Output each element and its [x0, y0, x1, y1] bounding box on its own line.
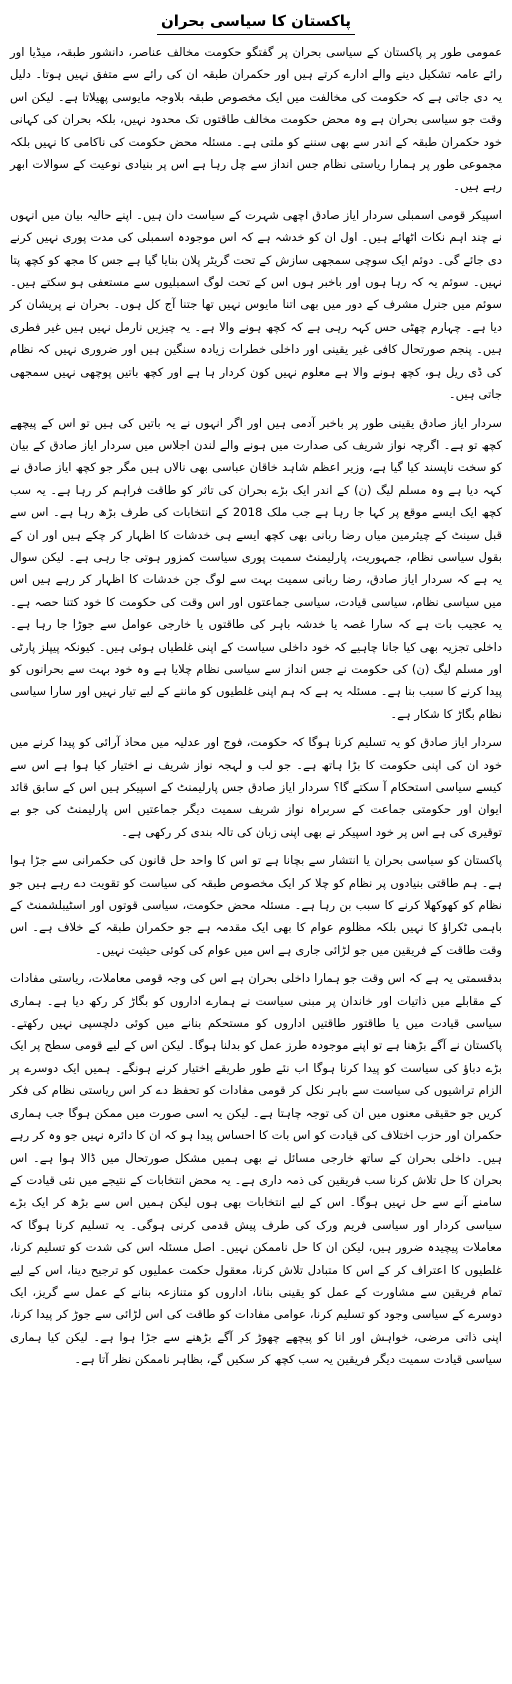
article-paragraph: اسپیکر قومی اسمبلی سردار ایاز صادق اچھی شہرت کے سیاست دان ہیں۔ اپنے حالیہ بیان میں انہوں نے چند اہم نکات اٹھائے ہیں۔ اول ان کو خدشہ ہے کہ اس موجودہ اسمبلی کی مدت پوری نہیں کرنے دی جائے گی۔ دوئم ایک سوچی سمجھی سازش کے تحت گریٹر پلان بنایا گیا ہے جس کا مجھ کو کچھ پتا نہیں۔ سوئم یہ کہ رہا ہوں اور باخبر ہوں اس کے تحت لوگ اسمبلیوں سے مستعفی ہو سکتے ہیں۔ سوئم میں جنرل مشرف کے دور میں بھی اتنا مایوس نہیں تھا جتنا آج کل ہوں۔ بحران نے پریشان کر دیا ہے۔ چہارم چھٹی حس کہہ رہی ہے کہ کچھ ہونے والا ہے۔ یہ چیزیں نارمل نہیں ہیں غیر فطری ہیں۔ پنجم صورتحال کافی غیر یقینی اور داخلی خطرات زیادہ سنگین ہیں اور ضروری نہیں کہ نظام کی ڈی ریل ہو، کچھ ہونے والا ہے معلوم نہیں کون کردار ہا ہے اور کچھ باتیں پوچھی نہیں سمجھی جاتی ہیں۔: [10, 207, 502, 402]
article-paragraph: سردار ایاز صادق یقینی طور پر باخبر آدمی ہیں اور اگر انہوں نے یہ باتیں کی ہیں تو اس کے پیچھے کچھ تو ہے۔ اگرچہ نواز شریف کی صدارت میں ہونے والے لندن اجلاس میں سردار ایاز صادق کے بیان کو سخت ناپسند کیا گیا ہے، وزیر اعظم شاہد خاقان عباسی بھی نالاں ہیں مگر جو کچھ ایاز صادق نے کہہ دیا ہے وہ مسلم لیگ (ن) کے اندر ایک بڑے بحران کی تاثر کو طاقت فراہم کر رہا ہے۔ یہ سب کچھ ایک ایسے موقع پر کہا جا رہا ہے جب ملک 2018 کے انتخابات کی طرف بڑھ رہا ہے۔ اس سے قبل سینٹ کے چیئرمین میاں رضا ربانی بھی کچھ ایسے ہی خدشات کا اظہار کر چکے ہیں اور ان کے بقول سیاسی نظام، جمہوریت، پارلیمنٹ سمیت پوری سیاست کمزور ہوتی جا رہی ہے۔ لیکن سوال یہ ہے کہ سردار ایاز صادق، رضا ربانی سمیت بہت سے لوگ جن خدشات کا اظہار کر رہے ہیں اس میں سیاسی نظام، سیاسی قیادت، سیاسی جماعتوں اور اس وقت کی حکومت کا خود کتنا حصہ ہے۔ یہ عجیب بات ہے کہ سارا غصہ یا خدشہ باہر کی طاقتوں یا خارجی عوامل سے جوڑا جا رہا ہے۔ داخلی تجزیہ بھی کیا جانا چاہیے کہ خود داخلی سیاست کے اپنی غلطیاں ہوئی ہیں۔ کیونکہ پیپلز پارٹی اور مسلم لیگ (ن) کی حکومت نے جس انداز سے سیاسی نظام چلایا ہے وہ خود بہت سے بحرانوں کو پیدا کرنے کا سبب بنا ہے۔ مسئلہ یہ ہے کہ ہم اپنی غلطیوں کو ماننے کے لیے تیار نہیں اور سارا سیاسی نظام بگاڑ کا شکار ہے۔: [10, 415, 502, 721]
article-paragraph: پاکستان کو سیاسی بحران یا انتشار سے بچانا ہے تو اس کا واحد حل قانون کی حکمرانی سے جڑا ہوا ہے۔ ہم طاقتی بنیادوں پر نظام کو چلا کر ایک مخصوص طبقہ کی سیاست کو تقویت دے رہے ہیں جو نظام کو کھوکھلا کرنے کا سبب بن رہا ہے۔ مسئلہ محض حکومت، سیاسی قوتوں اور اسٹیبلشمنٹ کے باہمی ٹکراؤ کا نہیں بلکہ مظلوم عوام کا بھی ایک مقدمہ ہے جو حکمران طبقہ کے خلاف ہے۔ اس وقت طاقت کے فریقین میں جو لڑائی جاری ہے اس میں عوام کی کوئی حیثیت نہیں۔: [10, 853, 502, 957]
article-paragraph: عمومی طور پر پاکستان کے سیاسی بحران پر گفتگو حکومت مخالف عناصر، دانشور طبقہ، میڈیا اور رائے عامہ تشکیل دینے والے ادارے کرتے ہیں اور حکمران طبقہ ان کی رائے سے متفق نہیں ہوتا۔ دلیل یہ دی جاتی ہے کہ حکومت کی مخالفت میں ایک مخصوص طبقہ بلاوجہ مایوسی پھیلاتا ہے۔ لیکن اس وقت جو سیاسی بحران ہے وہ محض حکومت مخالف طاقتوں تک محدود نہیں، بلکہ بحران کی کہانی خود حکمران طبقہ کے اندر سے بھی سننے کو ملتی ہے۔ مسئلہ محض حکومت کی ناکامی کا نہیں بلکہ مجموعی طور پر ہمارا ریاستی نظام جس انداز سے چل رہا ہے اس پر بنیادی نوعیت کے سوالات ابھر رہے ہیں۔: [10, 45, 502, 194]
article-title: [10, 10, 502, 35]
article-paragraph: بدقسمتی یہ ہے کہ اس وقت جو ہمارا داخلی بحران ہے اس کی وجہ قومی معاملات، ریاستی مفادات کے مقابلے میں ذاتیات اور خاندان پر مبنی سیاست نے ہمارے اداروں کو بگاڑ کر رکھ دیا ہے۔ ہماری سیاسی قیادت میں یا طاقتور طاقتیں اداروں کو مستحکم بنانے میں کوئی دلچسپی نہیں رکھتے۔ پاکستان نے آگے بڑھنا ہے تو اپنے موجودہ طرز عمل کو بدلنا ہوگا۔ لیکن اس کے لیے قومی سطح پر ایک بڑے دباؤ کی سیاست کو پیدا کرنا ہوگا اب نئے طور طریقے اختیار کرنے ہونگے۔ ہمیں ایک دوسرے پر الزام تراشیوں کی سیاست سے باہر نکل کر قومی مفادات کو تحفظ دے کر اس ریاستی نظام کی فکر کریں جو حقیقی معنوں میں ان کی توجہ چاہتا ہے۔ لیکن یہ اسی صورت میں ممکن ہوگا جب ہماری حکمران اور حزب اختلاف کی قیادت کو اس بات کا احساس پیدا ہو کہ ان کا دائرہ نہیں جو وہ کر رہے ہیں۔ داخلی بحران کے ساتھ خارجی مسائل نے بھی ہمیں مشکل صورتحال میں ڈالا ہوا ہے۔ اس بحران کا حل تلاش کرنا سب فریقین کی ذمہ داری ہے۔ یہ محض انتخابات کے نتیجے میں نئی قیادت کے سامنے آنے سے حل نہیں ہوگا۔ اس کے لیے انتخابات بھی ہوں لیکن ہمیں اس سے بڑھ کر ایک بڑے سیاسی کردار اور سیاسی فریم ورک کی طرف پیش قدمی کرنی ہوگی۔ یہ تسلیم کرنا ہوگا کہ معاملات پیچیدہ ضرور ہیں، لیکن ان کا حل ناممکن نہیں۔ اصل مسئلہ اس کی شدت کو تسلیم کرنا، غلطیوں کا اعتراف کر کے اس کا متبادل تلاش کرنا، معقول حکمت عملیوں کو ترجیح دینا، اس کے لیے تمام فریقین سے مشاورت کے عمل کو یقینی بنانا، اداروں کو متنازعہ بنانے کے عمل سے گریز، ایک دوسرے کے سیاسی وجود کو تسلیم کرنا، عوامی مفادات کو طاقت کی اس لڑائی سے جوڑ کر پیدا کرنا، اپنی ذاتی مرضی، خواہش اور انا کو پیچھے چھوڑ کر آگے بڑھنے سے جڑا ہوا ہے۔ لیکن کیا ہماری سیاسی قیادت سمیت دیگر فریقین یہ سب کچھ کر سکیں گے، بظاہر ناممکن نظر آتا ہے۔: [10, 971, 502, 1367]
article-title-text: پاکستان کا سیاسی بحران: [157, 10, 355, 35]
article-paragraph: سردار ایاز صادق کو یہ تسلیم کرنا ہوگا کہ حکومت، فوج اور عدلیہ میں محاذ آرائی کو پیدا کرنے میں خود ان کی اپنی حکومت کا بڑا ہاتھ ہے۔ جو لب و لہجہ نواز شریف نے اختیار کیا ہوا ہے اس سے کیسے سیاسی استحکام آ سکتے گا؟ سردار ایاز صادق جس پارلیمنٹ کے اسپیکر ہیں اس کے سابق قائد ایوان اور حکومتی جماعت کے سربراہ نواز شریف سمیت دیگر جماعتیں اس پارلیمنٹ کی جو بے توقیری کی ہے اس پر خود اسپیکر نے بھی اپنی زبان کی تالہ بندی کر رکھی ہے۔: [10, 735, 502, 839]
article-body: [10, 41, 502, 1371]
